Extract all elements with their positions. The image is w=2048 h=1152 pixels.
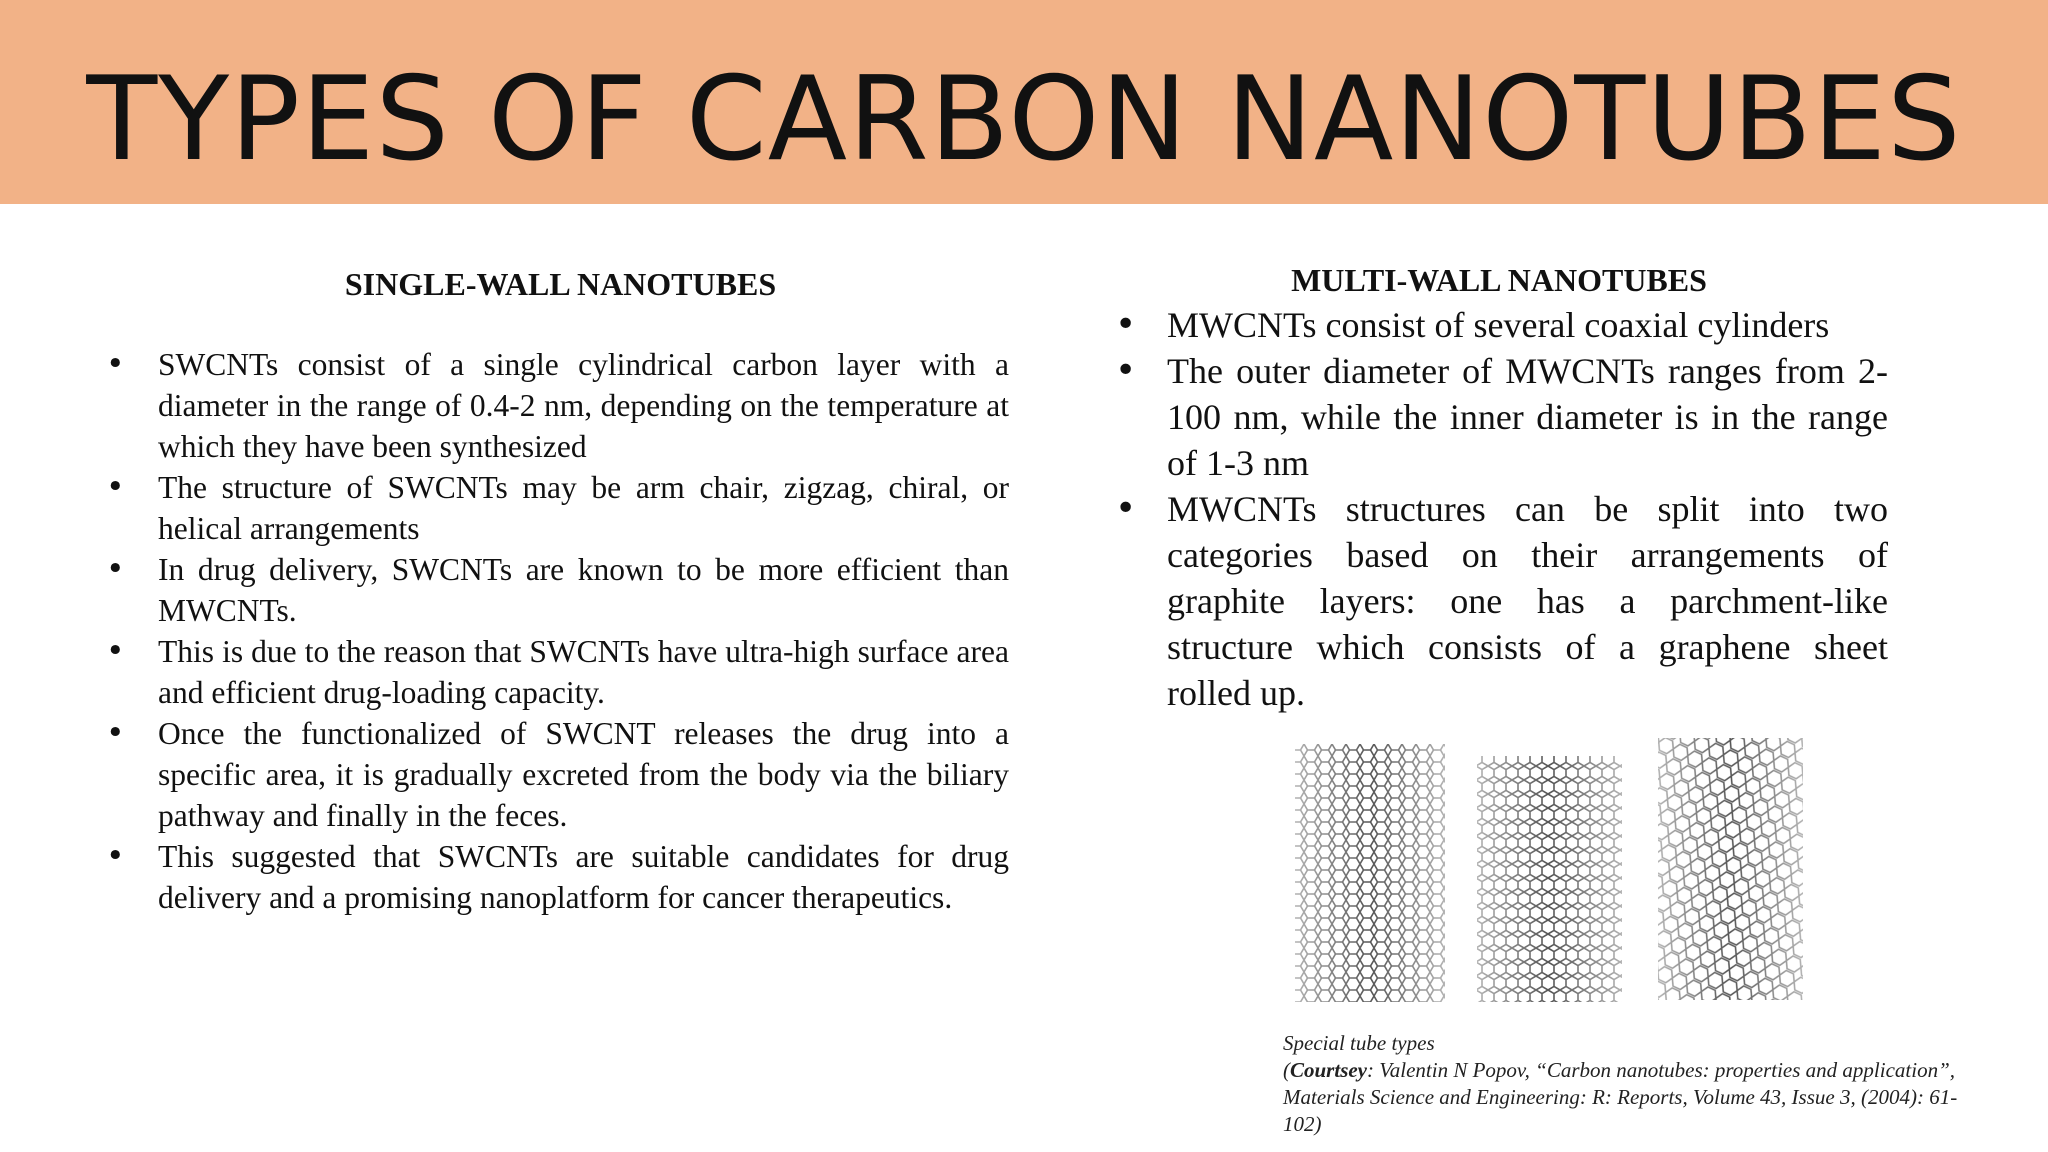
courtesy-label: Courtsey (1290, 1058, 1368, 1082)
list-item: • The structure of SWCNTs may be arm chair, zigzag, chiral, or helical arrangements (106, 469, 1009, 546)
list-item: • SWCNTs consist of a single cylindrical carbon layer with a diameter in the range of 0.4-2 nm, depending on the temperature at which they have been synthesized (106, 346, 1009, 464)
caption-title: Special tube types (1283, 1031, 1435, 1055)
bullet-icon: • (1115, 350, 1137, 391)
multi-wall-bullet-list (1110, 302, 1888, 716)
slide-title: TYPES OF CARBON NANOTUBES (86, 52, 1962, 187)
bullet-icon: • (106, 551, 125, 587)
nanotube-illustration (1290, 738, 1810, 1014)
list-item: • MWCNTs structures can be split into two categories based on their arrangements of graphite layers: one has a parchment-like structure which consists of a graphene sheet rolled up. (1115, 488, 1888, 713)
list-item: • The outer diameter of MWCNTs ranges from 2-100 nm, while the inner diameter is in the range of 1-3 nm (1115, 350, 1888, 483)
multi-wall-column (1110, 258, 1888, 716)
courtesy-text: : Valentin N Popov, “Carbon nanotubes: properties and application”, Materials Science and Engineering: R: Reports, Volume 43, Issue 3, (2004): 61-102) (1283, 1058, 1958, 1136)
bullet-icon: • (106, 346, 125, 382)
bullet-icon: • (106, 469, 125, 505)
single-wall-column (100, 262, 1009, 918)
single-wall-heading: SINGLE-WALL NANOTUBES (344, 266, 777, 302)
list-item: • Once the functionalized of SWCNT releases the drug into a specific area, it is gradually excreted from the body via the biliary pathway and finally in the feces. (106, 715, 1009, 833)
single-wall-bullet-list (100, 344, 1009, 918)
armchair-tube (1295, 744, 1445, 1002)
list-item: • This suggested that SWCNTs are suitable candidates for drug delivery and a promising nanoplatform for cancer therapeutics. (106, 838, 1009, 915)
list-item: • MWCNTs consist of several coaxial cylinders (1110, 302, 1888, 348)
bullet-icon: • (106, 633, 125, 669)
bullet-icon: • (1115, 488, 1137, 529)
list-item: • In drug delivery, SWCNTs are known to be more efficient than MWCNTs. (106, 551, 1009, 628)
figure-caption (1283, 1030, 1983, 1138)
chiral-tube (1658, 738, 1803, 1000)
multi-wall-heading: MULTI-WALL NANOTUBES (1291, 262, 1707, 298)
zigzag-tube (1477, 756, 1622, 1002)
list-item: • This is due to the reason that SWCNTs have ultra-high surface area and efficient drug-loading capacity. (106, 633, 1009, 710)
bullet-icon: • (1115, 304, 1137, 345)
bullet-icon: • (106, 715, 125, 751)
caption-citation: (Courtsey: Valentin N Popov, “Carbon nanotubes: properties and application”, Materials Science and Engineering: R: Reports, Volume 43, Issue 3, (2004): 61-102) (1283, 1058, 1958, 1136)
bullet-icon: • (106, 838, 125, 874)
